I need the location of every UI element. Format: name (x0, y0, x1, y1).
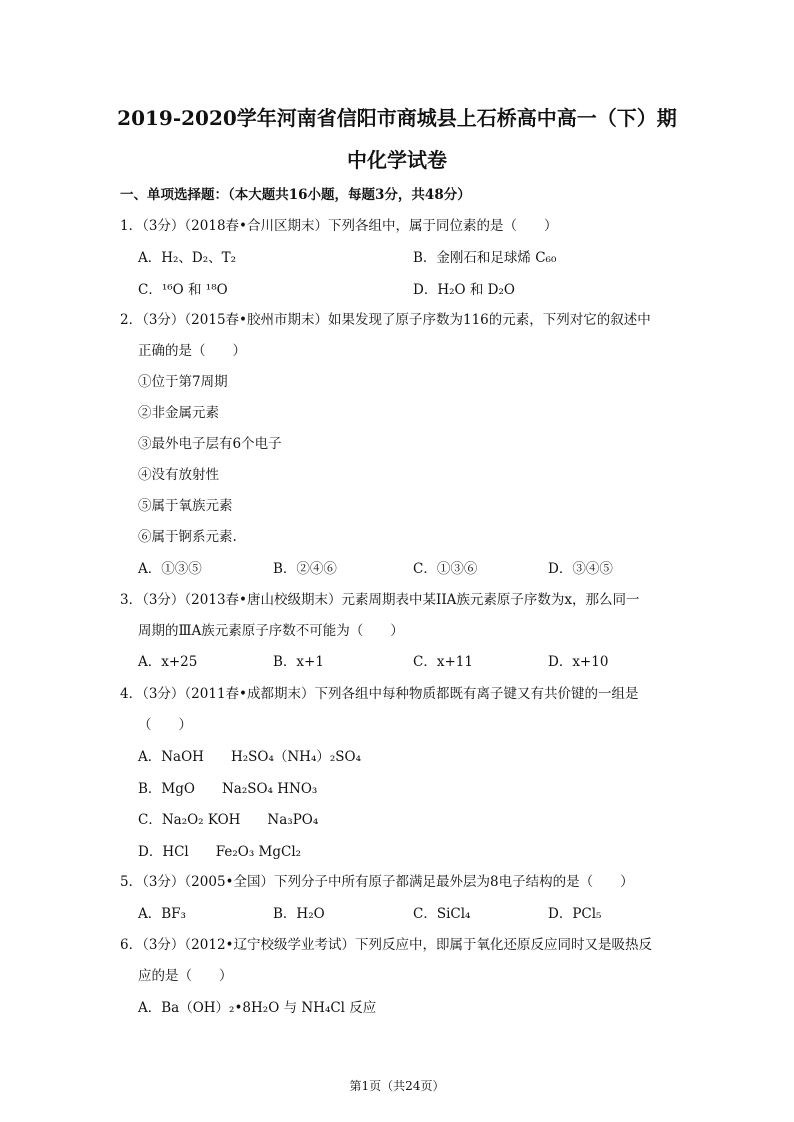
question-6-stem-line-1: 6．（3分）（2012•辽宁校级学业考试）下列反应中，即属于氧化还原反应同时又是吸热反 (120, 937, 652, 953)
question-3-option-c: C．x+11 (413, 654, 473, 670)
question-2-option-d: D．③④⑤ (548, 561, 613, 577)
question-5-option-d: D．PCl₅ (548, 906, 602, 922)
question-3-stem-line-2: 周期的ⅢA族元素原子序数不可能为（ ） (138, 623, 404, 639)
question-4-stem-line-2: （ ） (138, 717, 192, 733)
question-5-option-c: C．SiCl₄ (413, 906, 471, 922)
question-2-item-1: ①位于第7周期 (138, 374, 228, 390)
question-3-stem-line-1: 3．（3分）（2013春•唐山校级期末）元素周期表中某IIA族元素原子序数为x，那么同一 (120, 592, 640, 608)
question-5-option-a: A．BF₃ (138, 906, 186, 922)
question-1-option-d: D．H₂O 和 D₂O (413, 282, 515, 298)
question-4-stem-line-1: 4．（3分）（2011春•成都期末）下列各组中每种物质都既有离子键又有共价键的一组是 (120, 686, 639, 702)
question-5-stem: 5．（3分）（2005•全国）下列分子中所有原子都满足最外层为8电子结构的是（ ） (120, 874, 634, 890)
question-3-option-a: A．x+25 (138, 654, 198, 670)
question-1-option-a: A．H₂、D₂、T₂ (138, 250, 237, 266)
question-2-stem-line-1: 2．（3分）（2015春•胶州市期末）如果发现了原子序数为116的元素，下列对它的叙述中 (120, 312, 651, 328)
question-5-option-b: B．H₂O (273, 906, 325, 922)
question-2-item-4: ④没有放射性 (138, 467, 219, 483)
question-4-option-d: D．HCl Fe₂O₃ MgCl₂ (138, 844, 302, 860)
question-2-item-3: ③最外电子层有6个电子 (138, 436, 282, 452)
question-4-option-a: A．NaOH H₂SO₄（NH₄）₂SO₄ (138, 749, 362, 765)
section-heading: 一、单项选择题：（本大题共16小题，每题3分，共48分） (120, 187, 471, 203)
question-3-option-b: B．x+1 (273, 654, 324, 670)
question-2-item-2: ②非金属元素 (138, 405, 219, 421)
question-6-stem-line-2: 应的是（ ） (138, 968, 233, 984)
question-2-stem-line-2: 正确的是（ ） (138, 343, 246, 359)
question-2-option-b: B．②④⑥ (273, 561, 337, 577)
page-footer: 第1页（共24页） (349, 1079, 445, 1093)
question-2-option-c: C．①③⑥ (413, 561, 478, 577)
page-title-line-1: 2019-2020学年河南省信阳市商城县上石桥高中高一（下）期 (117, 106, 677, 130)
question-1-option-b: B．金刚石和足球烯 C₆₀ (413, 250, 557, 266)
page-title-line-2: 中化学试卷 (347, 148, 447, 172)
question-4-option-c: C．Na₂O₂ KOH Na₃PO₄ (138, 812, 319, 828)
question-3-option-d: D．x+10 (548, 654, 609, 670)
question-6-option-a: A．Ba（OH）₂•8H₂O 与 NH₄Cl 反应 (138, 1000, 377, 1016)
question-1-stem: 1．（3分）（2018春•合川区期末）下列各组中，属于同位素的是（ ） (120, 218, 558, 234)
question-2-option-a: A．①③⑤ (138, 561, 202, 577)
question-2-item-5: ⑤属于氧族元素 (138, 498, 233, 514)
question-1-option-c: C．¹⁶O 和 ¹⁸O (138, 282, 228, 298)
question-4-option-b: B．MgO Na₂SO₄ HNO₃ (138, 781, 318, 797)
question-2-item-6: ⑥属于锕系元素. (138, 529, 237, 545)
